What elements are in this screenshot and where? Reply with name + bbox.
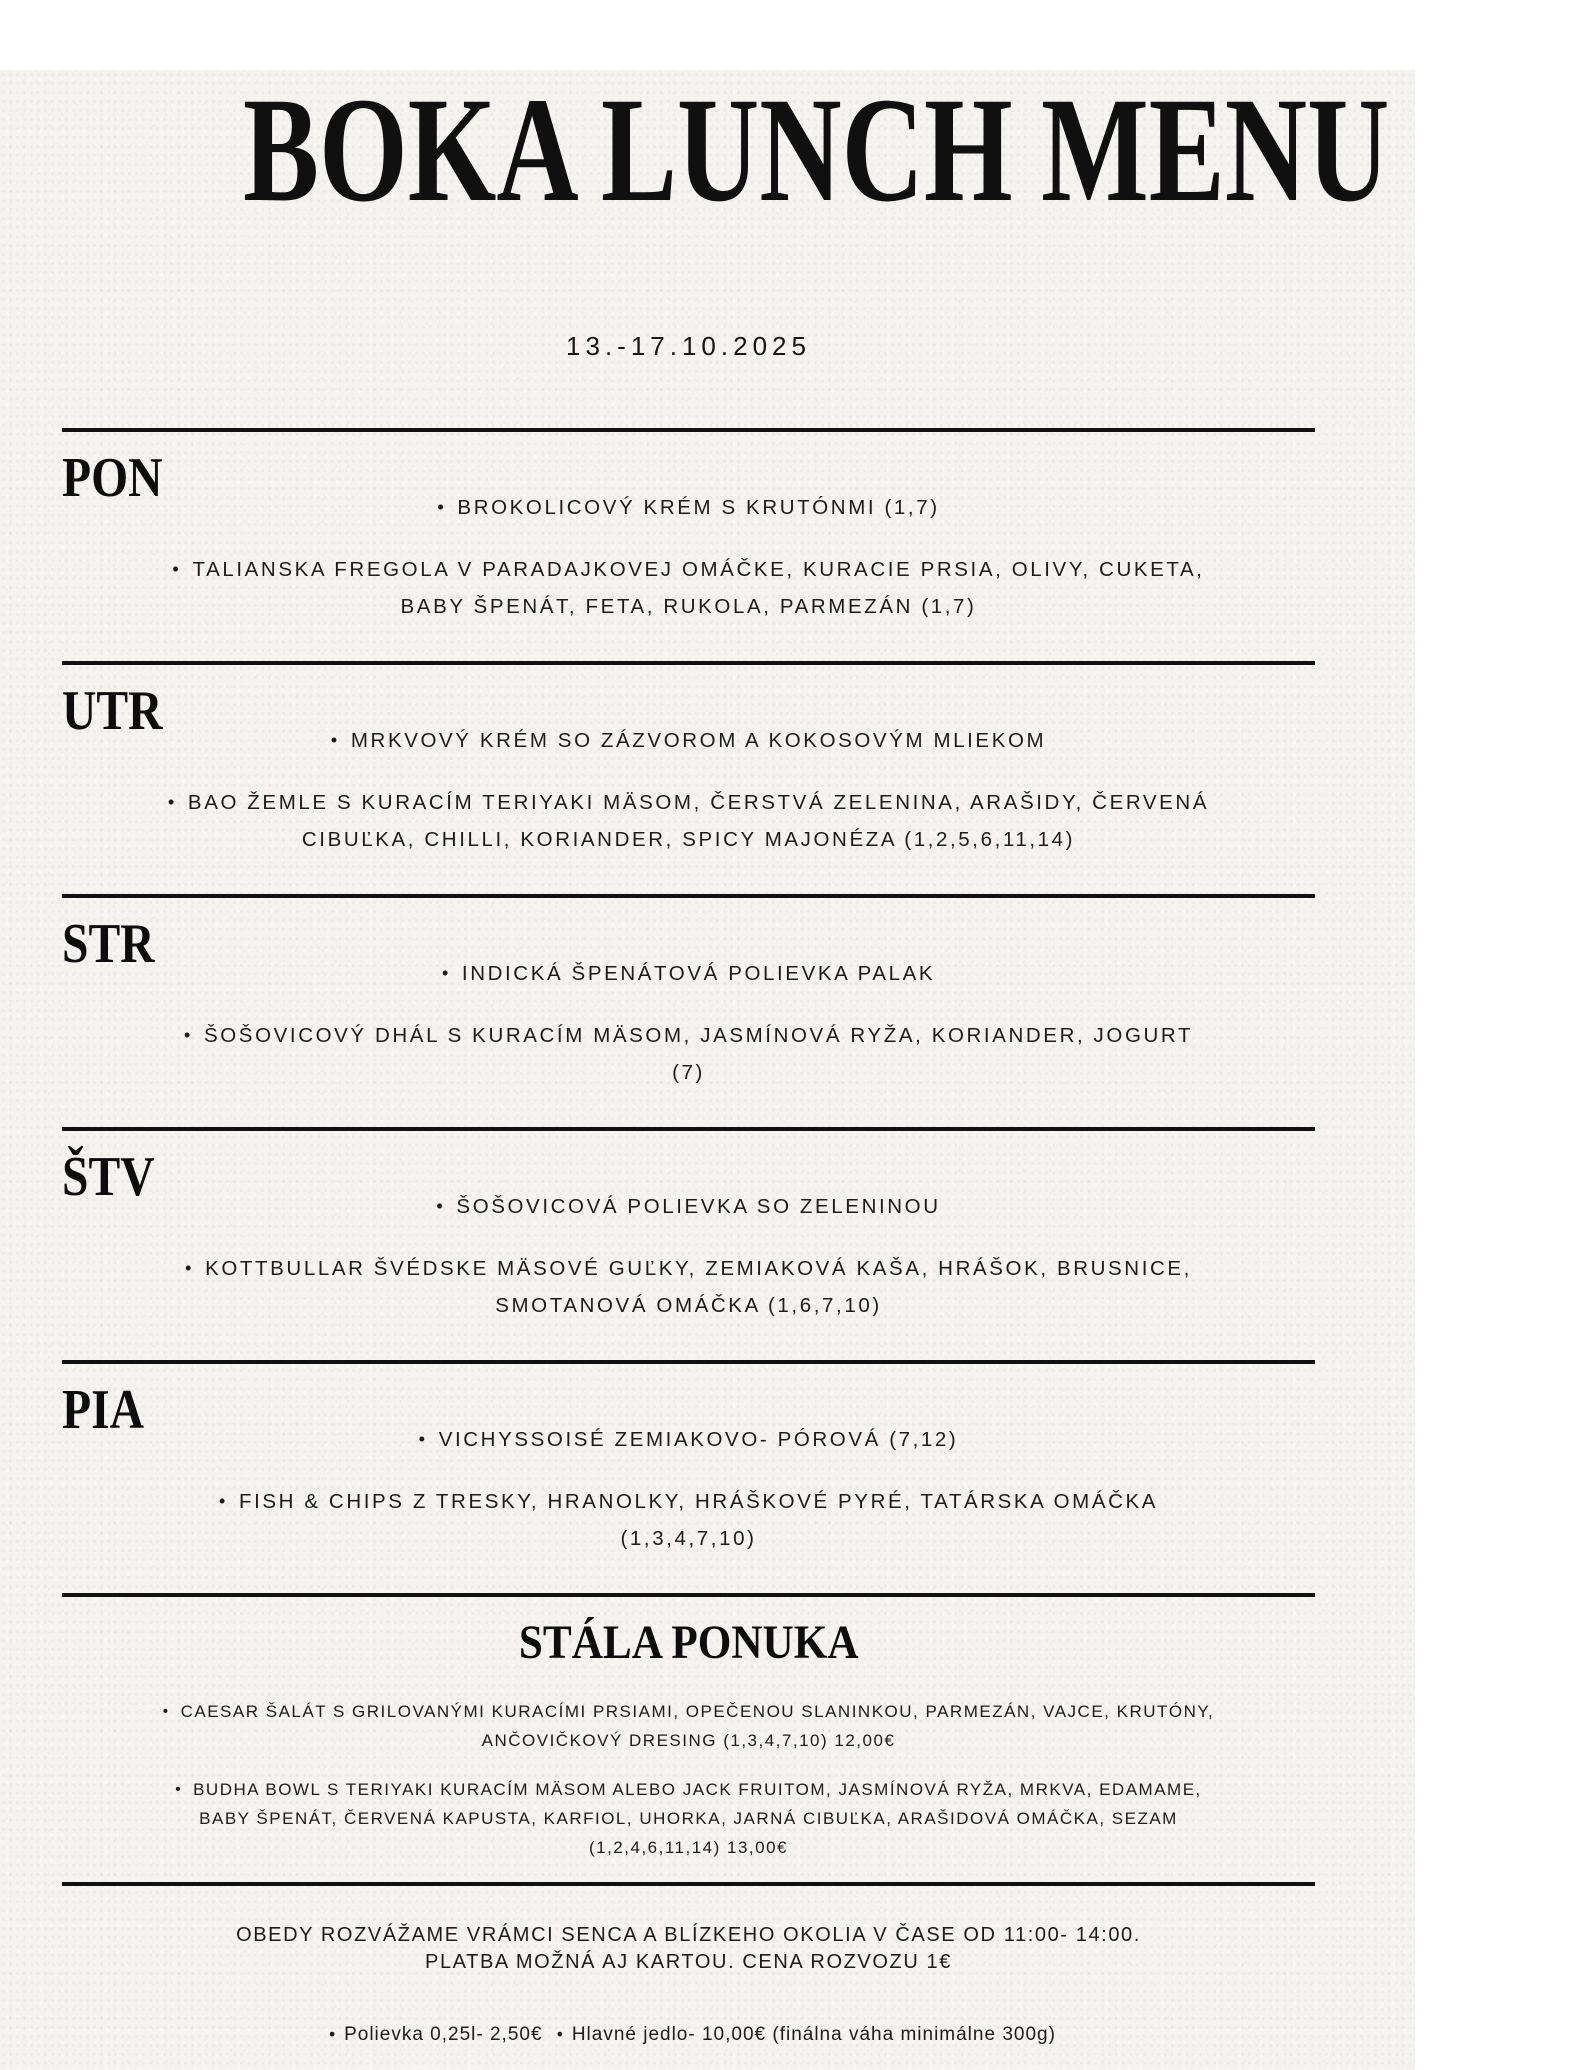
menu-item-text: CAESAR ŠALÁT S GRILOVANÝMI KURACÍMI PRSIAMI, OPEČENOU SLANINKOU, PARMEZÁN, VAJCE, KRUTÓNY, xyxy=(180,1701,1215,1721)
day-label-str: STR xyxy=(62,912,155,975)
permanent-offer-title-text: STÁLA PONUKA xyxy=(518,1615,859,1669)
delivery-info-line: OBEDY ROZVÁŽAME VRÁMCI SENCA A BLÍZKEHO OKOLIA V ČASE OD 11:00- 14:00. xyxy=(236,1923,1141,1946)
delivery-info xyxy=(62,1922,1315,1976)
menu-item-text: KOTTBULLAR ŠVÉDSKE MÄSOVÉ GUĽKY, ZEMIAKOVÁ KAŠA, HRÁŠOK, BRUSNICE, xyxy=(205,1256,1192,1280)
menu-item-text: BABY ŠPENÁT, ČERVENÁ KAPUSTA, KARFIOL, UHORKA, JARNÁ CIBUĽKA, ARAŠIDOVÁ OMÁČKA, SEZAM xyxy=(199,1808,1178,1828)
bullet-icon: • xyxy=(183,1023,193,1045)
menu-item-caesar xyxy=(62,1697,1315,1755)
bullet-icon: • xyxy=(418,1427,428,1449)
menu-item-text: ŠOŠOVICOVÁ POLIEVKA SO ZELENINOU xyxy=(456,1194,941,1218)
bullet-icon: • xyxy=(175,1780,183,1798)
price-soup: Polievka 0,25l- 2,50€ xyxy=(344,2023,543,2045)
day-label-pon: PON xyxy=(62,446,163,509)
menu-item-main xyxy=(62,1249,1315,1324)
menu-page xyxy=(0,67,1415,2070)
bullet-icon: • xyxy=(218,1489,228,1511)
price-main: Hlavné jedlo- 10,00€ (finálna váha minimálne 300g) xyxy=(571,2023,1056,2045)
menu-item-text: BROKOLICOVÝ KRÉM S KRUTÓNMI (1,7) xyxy=(457,495,940,519)
bullet-icon: • xyxy=(167,790,177,812)
menu-item-text: ANČOVIČKOVÝ DRESING (1,3,4,7,10) 12,00€ xyxy=(481,1730,896,1750)
menu-item-text: BAO ŽEMLE S KURACÍM TERIYAKI MÄSOM, ČERSTVÁ ZELENINA, ARAŠIDY, ČERVENÁ xyxy=(187,790,1210,814)
menu-item-text: TALIANSKA FREGOLA V PARADAJKOVEJ OMÁČKE, KURACIE PRSIA, OLIVY, CUKETA, xyxy=(192,557,1205,581)
day-label-utr: UTR xyxy=(62,679,163,742)
permanent-offer-title xyxy=(62,1615,1315,1671)
bullet-icon: • xyxy=(441,961,451,983)
bullet-icon: • xyxy=(329,2024,337,2044)
day-label-stv: ŠTV xyxy=(62,1145,155,1208)
menu-item-budha-bowl xyxy=(62,1775,1315,1862)
menu-item-text: CIBUĽKA, CHILLI, KORIANDER, SPICY MAJONÉZA (1,2,5,6,11,14) xyxy=(301,827,1076,851)
day-section-pon xyxy=(62,428,1315,661)
permanent-offer-section xyxy=(62,1593,1315,1886)
page-title-text: BOKA LUNCH MENU xyxy=(243,67,1390,233)
menu-item-text: BABY ŠPENÁT, FETA, RUKOLA, PARMEZÁN (1,7) xyxy=(400,594,977,618)
menu-item-soup xyxy=(62,723,1315,757)
price-info xyxy=(62,2022,1315,2048)
bullet-icon: • xyxy=(436,1194,446,1216)
menu-item-soup xyxy=(62,956,1315,990)
bullet-icon: • xyxy=(330,728,340,750)
page-title xyxy=(62,67,1390,233)
menu-item-text: MRKVOVÝ KRÉM SO ZÁZVOROM A KOKOSOVÝM MLIEKOM xyxy=(350,728,1047,752)
menu-item-text: (1,3,4,7,10) xyxy=(620,1526,757,1550)
menu-item-soup xyxy=(62,1422,1315,1456)
day-section-pia xyxy=(62,1360,1315,1593)
menu-item-text: BUDHA BOWL S TERIYAKI KURACÍM MÄSOM ALEBO JACK FRUITOM, JASMÍNOVÁ RYŽA, MRKVA, EDAMAME, xyxy=(193,1779,1202,1799)
menu-item-main xyxy=(62,550,1315,625)
menu-item-soup xyxy=(62,1189,1315,1223)
day-label-pia: PIA xyxy=(62,1378,144,1441)
day-section-utr xyxy=(62,661,1315,894)
bullet-icon: • xyxy=(185,1256,195,1278)
delivery-info-line: PLATBA MOŽNÁ AJ KARTOU. CENA ROZVOZU 1€ xyxy=(425,1950,952,1973)
menu-item-text: FISH & CHIPS Z TRESKY, HRANOLKY, HRÁŠKOVÉ PYRÉ, TATÁRSKA OMÁČKA xyxy=(238,1489,1159,1513)
bullet-icon: • xyxy=(556,2024,564,2044)
menu-item-main xyxy=(62,1016,1315,1091)
bullet-icon: • xyxy=(437,495,447,517)
day-section-str xyxy=(62,894,1315,1127)
day-section-stv xyxy=(62,1127,1315,1360)
bullet-icon: • xyxy=(162,1702,170,1720)
menu-item-main xyxy=(62,1482,1315,1557)
menu-item-main xyxy=(62,783,1315,858)
menu-item-text: ŠOŠOVICOVÝ DHÁL S KURACÍM MÄSOM, JASMÍNOVÁ RYŽA, KORIANDER, JOGURT xyxy=(203,1023,1194,1047)
menu-item-text: (1,2,4,6,11,14) 13,00€ xyxy=(588,1837,789,1857)
date-range: 13.-17.10.2025 xyxy=(566,330,811,361)
menu-item-text: VICHYSSOISÉ ZEMIAKOVO- PÓROVÁ (7,12) xyxy=(438,1427,959,1451)
bullet-icon: • xyxy=(172,557,182,579)
menu-item-text: SMOTANOVÁ OMÁČKA (1,6,7,10) xyxy=(495,1293,882,1317)
menu-item-text: (7) xyxy=(672,1060,705,1084)
menu-item-soup xyxy=(62,490,1315,524)
menu-item-text: INDICKÁ ŠPENÁTOVÁ POLIEVKA PALAK xyxy=(461,961,936,985)
